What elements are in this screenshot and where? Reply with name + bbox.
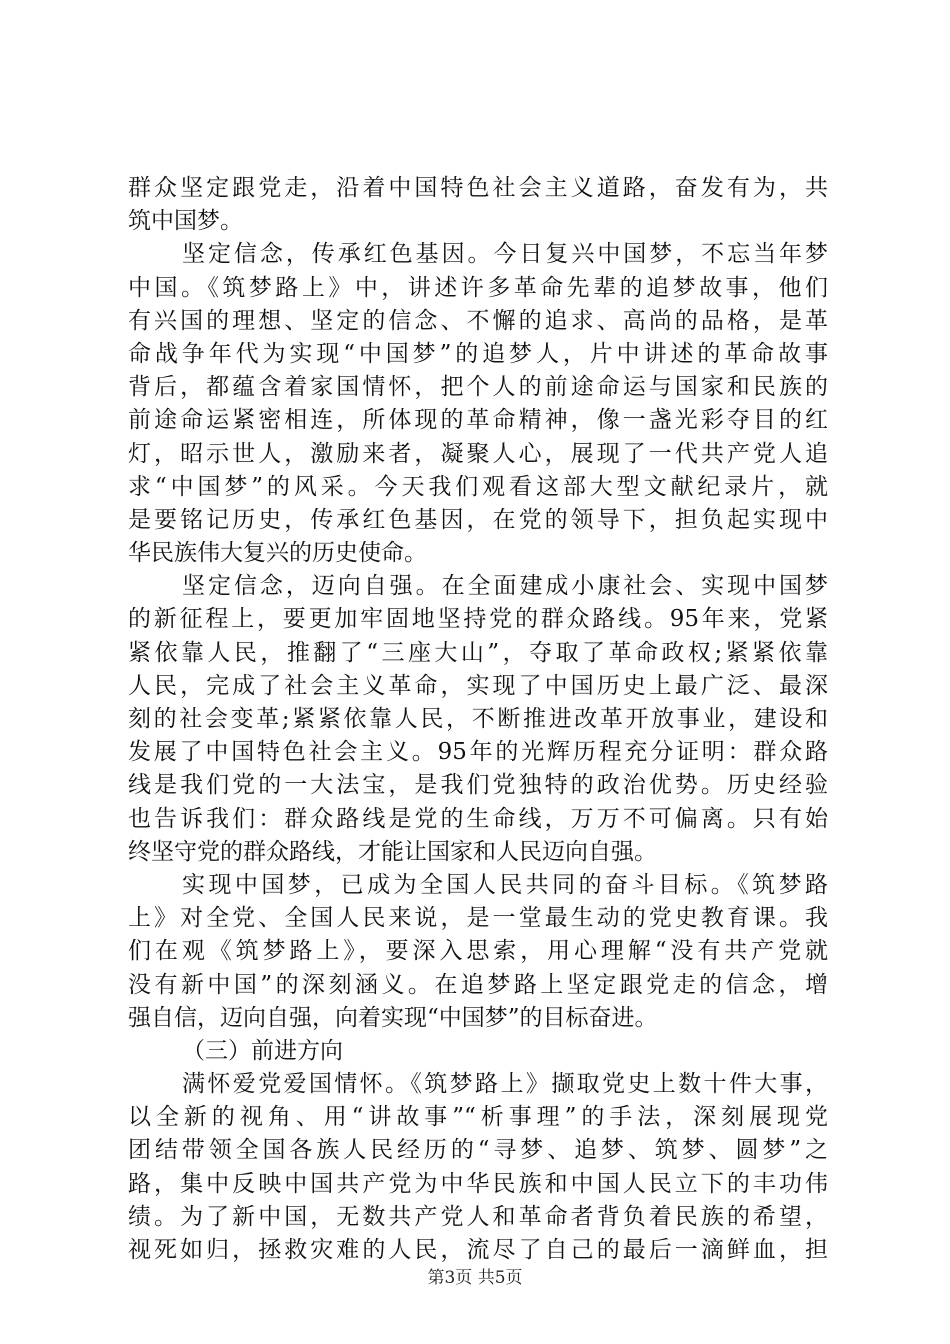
text-line: 也告诉我们：群众路线是党的生命线，万万不可偏离。只有始 [128, 805, 828, 832]
text-line: 华民族伟大复兴的历史使命。 [128, 540, 427, 567]
text-line: 发展了中国特色社会主义。95年的光辉历程充分证明：群众路 [128, 739, 828, 766]
text-line: 的新征程上，要更加牢固地坚持党的群众路线。95年来，党紧 [128, 606, 828, 633]
text-line: 紧依靠人民，推翻了“三座大山”，夺取了革命政权;紧紧依靠 [128, 639, 828, 666]
text-line: 线是我们党的一大法宝，是我们党独特的政治优势。历史经验 [128, 772, 828, 799]
text-line: 团结带领全国各族人民经历的“寻梦、追梦、筑梦、圆梦”之 [128, 1137, 828, 1164]
text-line: 是要铭记历史，传承红色基因，在党的领导下，担负起实现中 [128, 506, 828, 533]
text-line: 坚定信念，传承红色基因。今日复兴中国梦，不忘当年梦 [182, 241, 828, 268]
text-line: 上》对全党、全国人民来说，是一堂最生动的党史教育课。我 [128, 905, 828, 932]
text-line: 背后，都蕴含着家国情怀，把个人的前途命运与国家和民族的 [128, 374, 828, 401]
page-number-footer: 第3页 共5页 [427, 1268, 523, 1288]
text-line: 命战争年代为实现“中国梦”的追梦人，片中讲述的革命故事 [128, 340, 828, 367]
text-line: 实现中国梦，已成为全国人民共同的奋斗目标。《筑梦路 [182, 871, 828, 898]
text-line: 以全新的视角、用“讲故事”“析事理”的手法，深刻展现党 [128, 1104, 828, 1131]
text-line: 中国。《筑梦路上》中，讲述许多革命先辈的追梦故事，他们 [128, 274, 828, 301]
text-line: 绩。为了新中国，无数共产党人和革命者背负着民族的希望， [128, 1203, 828, 1230]
text-line: 终坚守党的群众路线，才能让国家和人民迈向自强。 [128, 838, 657, 865]
text-line: 没有新中国”的深刻涵义。在追梦路上坚定跟党走的信念，增 [128, 971, 828, 998]
text-line: 们在观《筑梦路上》，要深入思索，用心理解“没有共产党就 [128, 938, 828, 965]
text-line: 有兴国的理想、坚定的信念、不懈的追求、高尚的品格，是革 [128, 307, 828, 334]
text-line: 灯，昭示世人，激励来者，凝聚人心，展现了一代共产党人追 [128, 440, 828, 467]
text-line: 人民，完成了社会主义革命，实现了中国历史上最广泛、最深 [128, 672, 828, 699]
section-heading: （三）前进方向 [182, 1037, 343, 1064]
text-line: 前途命运紧密相连，所体现的革命精神，像一盏光彩夺目的红 [128, 407, 828, 434]
text-line: 求“中国梦”的风采。今天我们观看这部大型文献纪录片，就 [128, 473, 828, 500]
text-line: 路，集中反映中国共产党为中华民族和中国人民立下的丰功伟 [128, 1170, 828, 1197]
text-line: 强自信，迈向自强，向着实现“中国梦”的目标奋进。 [128, 1004, 658, 1031]
text-line: 群众坚定跟党走，沿着中国特色社会主义道路，奋发有为，共 [128, 175, 828, 201]
text-line: 刻的社会变革;紧紧依靠人民，不断推进改革开放事业，建设和 [128, 706, 828, 732]
body-text [128, 172, 828, 1267]
text-line: 满怀爱党爱国情怀。《筑梦路上》撷取党史上数十件大事， [182, 1071, 828, 1098]
text-line: 筑中国梦。 [128, 208, 243, 235]
text-line: 视死如归，拯救灾难的人民，流尽了自己的最后一滴鲜血，担 [128, 1237, 828, 1263]
text-line: 坚定信念，迈向自强。在全面建成小康社会、实现中国梦 [182, 573, 828, 600]
